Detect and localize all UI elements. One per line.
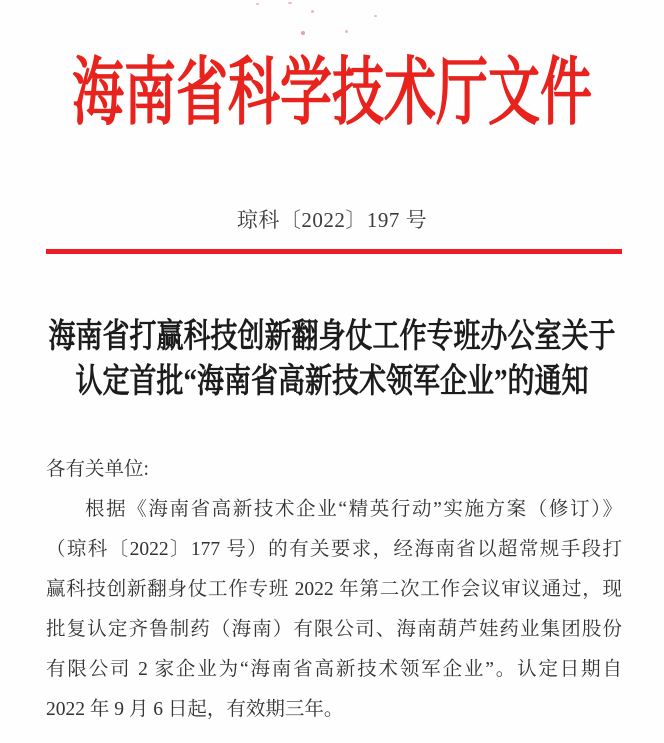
document-body — [46, 450, 622, 730]
body-line: 赢科技创新翻身仗工作专班 2022 年第二次工作会议审议通过，现 — [46, 579, 622, 600]
document-title-line-1: 海南省打赢科技创新翻身仗工作专班办公室关于 — [48, 317, 616, 355]
document-title-line-2: 认定首批“海南省高新技术领军企业”的通知 — [75, 362, 589, 400]
scan-artifact-speck — [256, 3, 259, 5]
salutation: 各有关单位: — [46, 459, 149, 480]
agency-red-header-title: 海南省科学技术厅文件 — [71, 53, 592, 135]
body-line: （琼科〔2022〕177 号）的有关要求，经海南省以超常规手段打 — [46, 539, 622, 560]
body-line: 根据《海南省高新技术企业“精英行动”实施方案（修订）》 — [85, 499, 622, 520]
body-line: 有限公司 2 家企业为“海南省高新技术领军企业”。认定日期自 — [46, 659, 622, 680]
scan-artifact-speck — [374, 15, 377, 17]
document-reference-number: 琼科〔2022〕197 号 — [236, 208, 428, 232]
scan-artifact-speck — [288, 2, 292, 4]
body-line: 批复认定齐鲁制药（海南）有限公司、海南葫芦娃药业集团股份 — [46, 619, 622, 640]
body-line: 2022 年 9 月 6 日起，有效期三年。 — [46, 699, 344, 720]
red-divider-line — [46, 249, 622, 254]
scan-artifact-speck — [311, 10, 314, 13]
document-title — [0, 314, 664, 404]
scan-artifact-speck — [301, 31, 305, 35]
scan-artifact-speck — [345, 30, 348, 33]
